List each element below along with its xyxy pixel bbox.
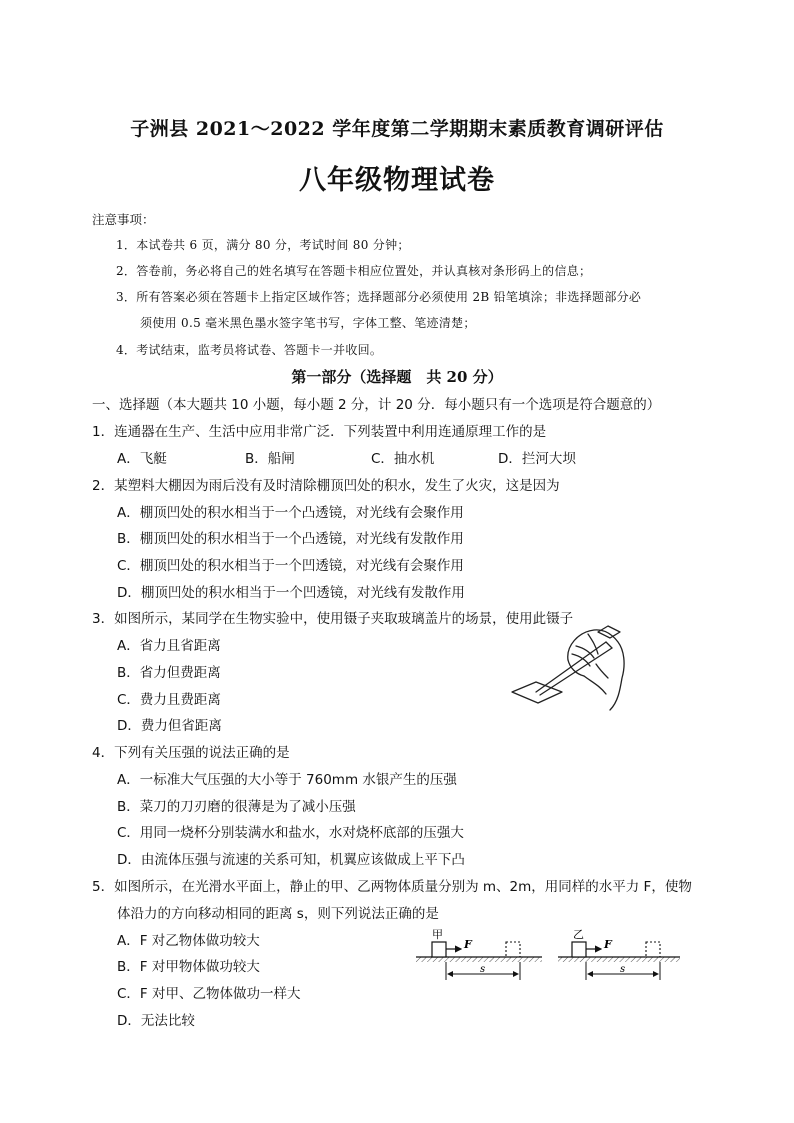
paper-title: 八年级物理试卷 bbox=[299, 165, 495, 196]
note-item: 须使用 0.5 毫米黑色墨水签字笔书写，字体工整、笔迹清楚； bbox=[140, 316, 476, 330]
q1-option-c: C．抽水机 bbox=[371, 451, 435, 467]
notes-heading: 注意事项： bbox=[92, 212, 155, 227]
label-distance-jia: s bbox=[480, 964, 486, 975]
q2-stem: 2．某塑料大棚因为雨后没有及时清除棚顶凹处的积水，发生了火灾，这是因为 bbox=[92, 478, 560, 494]
q5-stem-line2: 体沿力的方向移动相同的距离 s，则下列说法正确的是 bbox=[117, 906, 439, 922]
q2-option-d: D．棚顶凹处的积水相当于一个凹透镜，对光线有发散作用 bbox=[117, 585, 465, 601]
label-force-yi: F bbox=[604, 938, 612, 951]
q3-option-b: B．省力但费距离 bbox=[117, 665, 221, 681]
q3-stem: 3．如图所示，某同学在生物实验中，使用镊子夹取玻璃盖片的场景，使用此镊子 bbox=[92, 611, 574, 627]
figure-jia bbox=[416, 928, 542, 980]
q5-option-a: A．F 对乙物体做功较大 bbox=[117, 933, 260, 949]
q3-option-c: C．费力且费距离 bbox=[117, 692, 221, 708]
label-jia: 甲 bbox=[432, 928, 443, 941]
note-item: 2．答卷前，务必将自己的姓名填写在答题卡相应位置处，并认真核对条形码上的信息； bbox=[116, 264, 592, 278]
figure-yi bbox=[558, 928, 680, 980]
q3-option-d: D．费力但省距离 bbox=[117, 718, 222, 734]
q5-option-b: B．F 对甲物体做功较大 bbox=[117, 959, 260, 975]
q1-option-a: A．飞艇 bbox=[117, 451, 167, 467]
q1-option-b: B．船闸 bbox=[245, 451, 295, 467]
note-item: 3．所有答案必须在答题卡上指定区域作答；选择题部分必须使用 2B 铅笔填涂；非选择题部分必 bbox=[116, 290, 642, 304]
q2-option-a: A．棚顶凹处的积水相当于一个凸透镜，对光线有会聚作用 bbox=[117, 505, 464, 521]
q4-option-a: A．一标准大气压强的大小等于 760mm 水银产生的压强 bbox=[117, 772, 457, 788]
force-work-figure bbox=[412, 926, 682, 988]
label-distance-yi: s bbox=[620, 964, 626, 975]
q4-stem: 4．下列有关压强的说法正确的是 bbox=[92, 745, 290, 761]
exam-title: 子洲县 2021～2022 学年度第二学期期末素质教育调研评估 bbox=[130, 118, 664, 140]
section-instruction: 一、选择题（本大题共 10 小题，每小题 2 分，计 20 分．每小题只有一个选项是符合题意的） bbox=[92, 397, 661, 413]
note-item: 1．本试卷共 6 页，满分 80 分，考试时间 80 分钟； bbox=[116, 238, 410, 252]
q4-option-c: C．用同一烧杯分别装满水和盐水，水对烧杯底部的压强大 bbox=[117, 825, 464, 841]
q3-option-a: A．省力且省距离 bbox=[117, 638, 221, 654]
q2-option-b: B．棚顶凹处的积水相当于一个凸透镜，对光线有发散作用 bbox=[117, 531, 464, 547]
q5-option-d: D．无法比较 bbox=[117, 1013, 195, 1029]
tweezers-figure bbox=[508, 620, 634, 712]
q5-option-c: C．F 对甲、乙物体做功一样大 bbox=[117, 986, 301, 1002]
q1-option-d: D．拦河大坝 bbox=[498, 451, 576, 467]
note-item: 4．考试结束，监考员将试卷、答题卡一并收回。 bbox=[116, 343, 383, 357]
q4-option-b: B．菜刀的刀刃磨的很薄是为了减小压强 bbox=[117, 799, 356, 815]
label-force-jia: F bbox=[464, 938, 472, 951]
q4-option-d: D．由流体压强与流速的关系可知，机翼应该做成上平下凸 bbox=[117, 852, 465, 868]
q5-stem-line1: 5．如图所示，在光滑水平面上，静止的甲、乙两物体质量分别为 m、2m，用同样的水平力 F，使物 bbox=[92, 879, 692, 895]
section-title: 第一部分（选择题 共 20 分） bbox=[291, 368, 503, 386]
label-yi: 乙 bbox=[573, 928, 584, 941]
q1-stem: 1．连通器在生产、生活中应用非常广泛．下列装置中利用连通原理工作的是 bbox=[92, 424, 547, 440]
q2-option-c: C．棚顶凹处的积水相当于一个凹透镜，对光线有会聚作用 bbox=[117, 558, 464, 574]
